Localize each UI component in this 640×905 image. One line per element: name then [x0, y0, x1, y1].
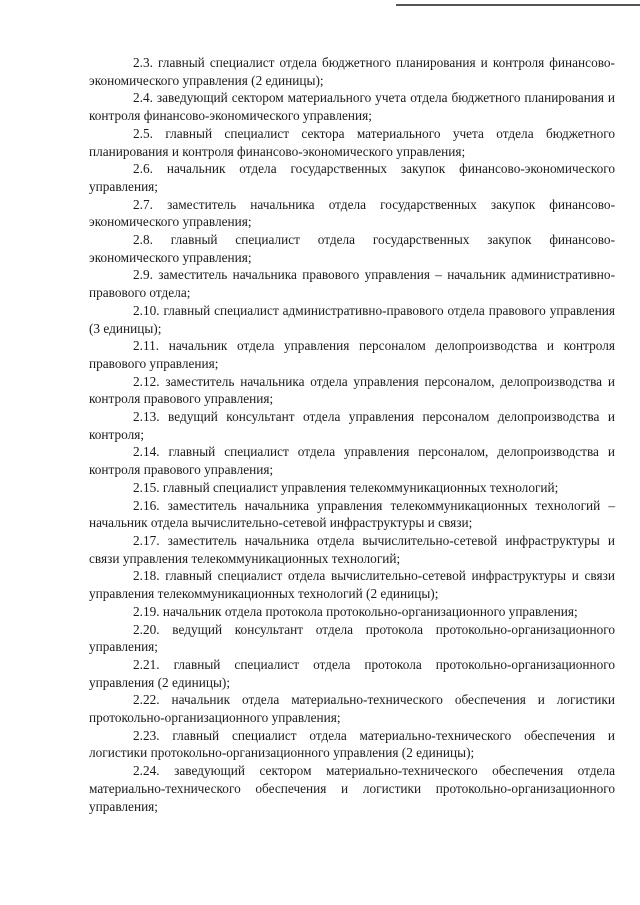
- item-text: главный специалист отдела протокола протокольно-организационного управления (2 единицы);: [89, 656, 615, 690]
- item-text: заведующий сектором материального учета отдела бюджетного планирования и контроля финансово-экономического управления;: [89, 90, 615, 124]
- item-number: 2.9.: [133, 267, 153, 283]
- list-item: [89, 373, 615, 408]
- item-text: главный специалист административно-правового отдела правового управления (3 единицы);: [89, 302, 616, 336]
- item-number: 2.24.: [133, 763, 160, 779]
- list-item: [89, 160, 615, 195]
- list-item: [89, 443, 615, 478]
- list-item: [89, 656, 615, 691]
- item-text: заместитель начальника отдела вычислительно-сетевой инфраструктуры и связи управления телекоммуникационных технологий;: [89, 532, 616, 566]
- item-text: главный специалист отдела вычислительно-сетевой инфраструктуры и связи управления телекоммуникационных технологий (2 единицы);: [89, 568, 615, 602]
- item-number: 2.16.: [133, 497, 160, 513]
- item-number: 2.23.: [133, 727, 160, 743]
- item-text: главный специалист отдела государственных закупок финансово-экономического управления;: [89, 232, 615, 265]
- list-item: [89, 479, 615, 497]
- item-number: 2.6.: [133, 161, 153, 177]
- item-text: заместитель начальника отдела государственных закупок финансово-экономического управления;: [89, 196, 615, 230]
- list-item: [89, 532, 615, 567]
- list-item: [89, 567, 615, 602]
- list-item: [89, 762, 615, 815]
- list-item: [89, 727, 615, 762]
- item-text: ведущий консультант отдела управления персоналом делопроизводства и контроля;: [89, 409, 615, 442]
- list-item: [89, 603, 615, 621]
- list-item: [89, 621, 615, 656]
- item-number: 2.5.: [133, 125, 153, 141]
- item-text: ведущий консультант отдела протокола протокольно-организационного управления;: [89, 621, 615, 655]
- item-number: 2.20.: [133, 621, 160, 637]
- item-number: 2.14.: [133, 444, 160, 460]
- item-number: 2.10.: [133, 302, 160, 318]
- item-number: 2.7.: [133, 196, 153, 212]
- item-text: главный специалист отдела управления персоналом, делопроизводства и контроля правового управления;: [89, 444, 616, 478]
- item-number: 2.8.: [133, 232, 153, 248]
- item-text: главный специалист управления телекоммуникационных технологий;: [162, 479, 559, 495]
- list-item: [89, 408, 615, 443]
- item-number: 2.18.: [133, 568, 160, 584]
- item-text: главный специалист сектора материального учета отдела бюджетного планирования и контроля финансово-экономического управления;: [89, 125, 615, 159]
- item-text: начальник отдела управления персоналом делопроизводства и контроля правового управления;: [89, 338, 616, 371]
- item-number: 2.15.: [133, 479, 160, 495]
- item-text: главный специалист отдела бюджетного планирования и контроля финансово-экономического управления (2 единицы);: [89, 55, 615, 88]
- list-item: [89, 54, 615, 89]
- item-number: 2.21.: [133, 656, 160, 672]
- top-rule-line: [396, 4, 640, 6]
- item-number: 2.19.: [133, 603, 160, 619]
- item-number: 2.4.: [133, 90, 153, 106]
- list-item: [89, 266, 615, 301]
- document-body: [89, 54, 615, 815]
- item-number: 2.11.: [133, 338, 160, 354]
- item-text: заместитель начальника отдела управления персоналом, делопроизводства и контроля правового управления;: [89, 373, 615, 407]
- list-item: [89, 337, 615, 372]
- item-text: начальник отдела протокола протокольно-организационного управления;: [162, 603, 578, 619]
- item-text: начальник отдела государственных закупок финансово-экономического управления;: [89, 161, 615, 194]
- item-text: начальник отдела материально-технического обеспечения и логистики протокольно-организационного управления;: [89, 692, 615, 726]
- item-number: 2.22.: [133, 692, 160, 708]
- item-text: заместитель начальника правового управления – начальник административно-правового отдела;: [89, 267, 615, 301]
- item-number: 2.12.: [133, 373, 160, 389]
- item-number: 2.13.: [133, 409, 160, 425]
- item-number: 2.3.: [133, 55, 153, 70]
- list-item: [89, 691, 615, 726]
- list-item: [89, 89, 615, 124]
- item-text: заведующий сектором материально-технического обеспечения отдела материально-технического обеспечения и логистики протокольно-организационного управления;: [89, 763, 615, 814]
- list-item: [89, 497, 615, 532]
- item-text: главный специалист отдела материально-технического обеспечения и логистики протокольно-организационного управления (2 единицы);: [89, 727, 615, 761]
- list-item: [89, 196, 615, 231]
- list-item: [89, 125, 615, 160]
- list-item: [89, 231, 615, 266]
- list-item: [89, 302, 615, 337]
- item-number: 2.17.: [133, 532, 160, 548]
- item-text: заместитель начальника управления телекоммуникационных технологий – начальник отдела вычислительно-сетевой инфраструктуры и связи;: [89, 497, 616, 531]
